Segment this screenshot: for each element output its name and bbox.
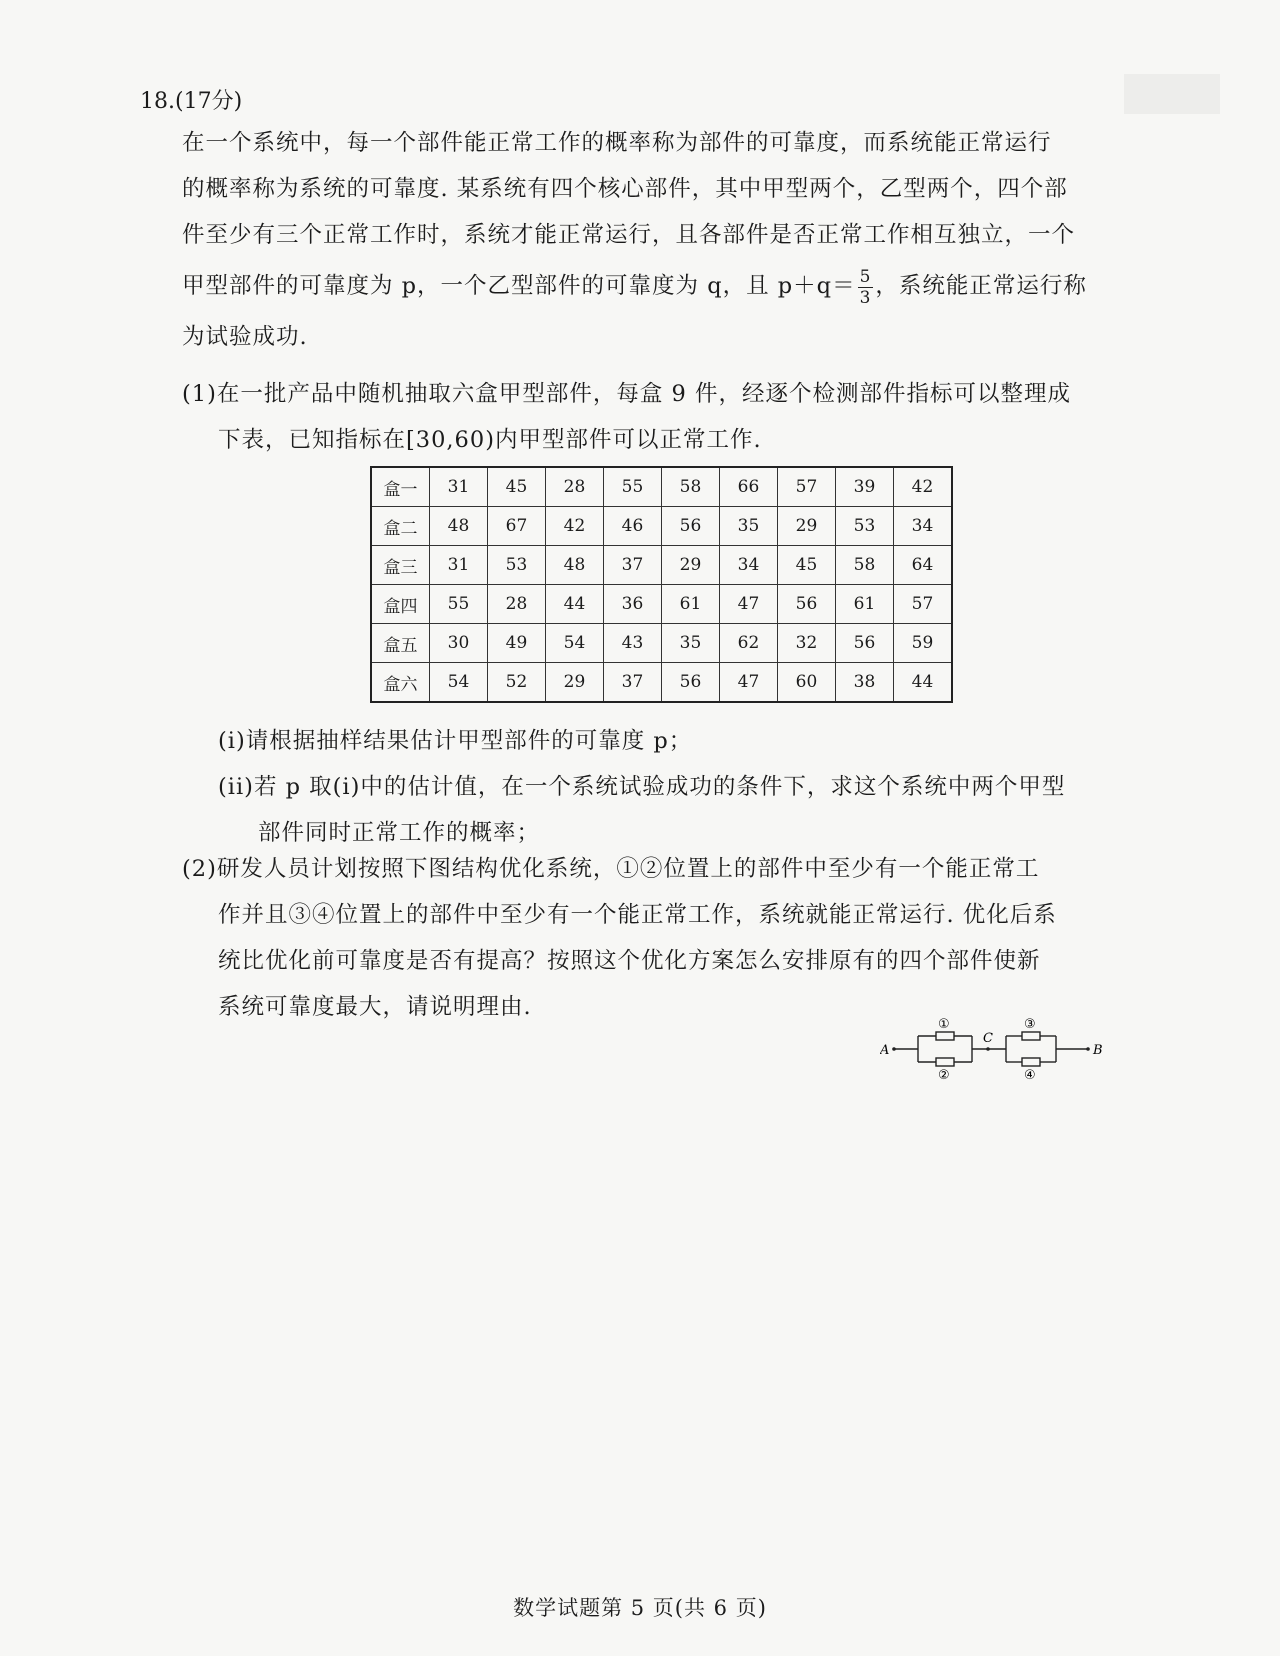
part1 [182, 371, 1122, 463]
table-cell: 59 [894, 624, 953, 663]
intro-line4-before: 甲型部件的可靠度为 p，一个乙型部件的可靠度为 q，且 p＋q＝ [182, 273, 856, 299]
part2-line: 统比优化前可靠度是否有提高？按照这个优化方案怎么安排原有的四个部件使新 [218, 948, 1041, 974]
pos4-label: ④ [1024, 1068, 1036, 1080]
table-cell: 46 [604, 507, 662, 546]
table-row [371, 624, 952, 663]
sample-table-wrap [370, 466, 953, 703]
table-cell: 55 [604, 467, 662, 507]
circuit-diagram [880, 1018, 1110, 1084]
table-cell: 28 [488, 585, 546, 624]
table-row [371, 507, 952, 546]
table-cell: 57 [894, 585, 953, 624]
table-cell: 64 [894, 546, 953, 585]
table-cell: 39 [836, 467, 894, 507]
table-cell: 49 [488, 624, 546, 663]
row-label: 盒三 [371, 546, 430, 585]
node-b-label: B [1093, 1043, 1103, 1058]
table-cell: 35 [720, 507, 778, 546]
intro-line: 在一个系统中，每一个部件能正常工作的概率称为部件的可靠度，而系统能正常运行 [182, 130, 1052, 156]
pos3-label: ③ [1024, 1018, 1036, 1032]
part1-line: (1)在一批产品中随机抽取六盒甲型部件，每盒 9 件，经逐个检测部件指标可以整理成 [182, 381, 1071, 407]
row-label: 盒二 [371, 507, 430, 546]
table-cell: 57 [778, 467, 836, 507]
page-footer: 数学试题第 5 页(共 6 页) [513, 1596, 767, 1620]
table-cell: 61 [836, 585, 894, 624]
table-cell: 56 [662, 507, 720, 546]
sub-ii-line: 部件同时正常工作的概率； [258, 820, 541, 846]
table-cell: 28 [546, 467, 604, 507]
problem-number: 18.(17分) [140, 89, 243, 114]
table-cell: 34 [720, 546, 778, 585]
sub-question-i: (i)请根据抽样结果估计甲型部件的可靠度 p； [218, 728, 693, 754]
table-cell: 44 [894, 663, 953, 703]
table-cell: 42 [894, 467, 953, 507]
table-cell: 58 [662, 467, 720, 507]
resistor-4 [1022, 1058, 1040, 1066]
node-c-label: C [983, 1031, 993, 1046]
intro-line-with-fraction [182, 258, 1122, 314]
table-cell: 52 [488, 663, 546, 703]
table-cell: 58 [836, 546, 894, 585]
sub-ii-line: (ii)若 p 取(i)中的估计值，在一个系统试验成功的条件下，求这个系统中两个甲型 [218, 774, 1066, 800]
table-cell: 61 [662, 585, 720, 624]
table-cell: 56 [836, 624, 894, 663]
intro-line: 件至少有三个正常工作时，系统才能正常运行，且各部件是否正常工作相互独立，一个 [182, 222, 1076, 248]
table-cell: 35 [662, 624, 720, 663]
row-label: 盒一 [371, 467, 430, 507]
pos1-label: ① [938, 1018, 950, 1032]
table-row [371, 467, 952, 507]
table-cell: 38 [836, 663, 894, 703]
table-cell: 54 [430, 663, 488, 703]
resistor-3 [1022, 1032, 1040, 1040]
table-cell: 47 [720, 663, 778, 703]
fraction-numerator: 5 [859, 266, 872, 287]
part1-line: 下表，已知指标在[30,60)内甲型部件可以正常工作. [218, 427, 762, 453]
intro-line4-after: ，系统能正常运行称 [875, 273, 1087, 299]
table-cell: 55 [430, 585, 488, 624]
sub-question-ii [218, 764, 1118, 856]
table-cell: 37 [604, 546, 662, 585]
table-cell: 31 [430, 546, 488, 585]
table-cell: 29 [662, 546, 720, 585]
part2 [182, 846, 1122, 1030]
table-cell: 66 [720, 467, 778, 507]
node-a-label: A [880, 1043, 890, 1058]
part2-line: (2)研发人员计划按照下图结构优化系统，①②位置上的部件中至少有一个能正常工 [182, 856, 1040, 882]
table-cell: 54 [546, 624, 604, 663]
intro-line: 的概率称为系统的可靠度. 某系统有四个核心部件，其中甲型两个，乙型两个，四个部 [182, 176, 1068, 202]
table-cell: 56 [778, 585, 836, 624]
table-cell: 48 [430, 507, 488, 546]
table-cell: 56 [662, 663, 720, 703]
part2-line: 系统可靠度最大，请说明理由. [218, 994, 532, 1020]
row-label: 盒六 [371, 663, 430, 703]
table-cell: 34 [894, 507, 953, 546]
table-cell: 30 [430, 624, 488, 663]
table-cell: 53 [488, 546, 546, 585]
table-cell: 31 [430, 467, 488, 507]
table-cell: 62 [720, 624, 778, 663]
table-cell: 29 [546, 663, 604, 703]
pos2-label: ② [938, 1068, 950, 1080]
fraction-denominator: 3 [859, 287, 872, 308]
scan-smudge [1124, 74, 1220, 114]
table-row [371, 546, 952, 585]
table-cell: 45 [488, 467, 546, 507]
part2-line: 作并且③④位置上的部件中至少有一个能正常工作，系统就能正常运行. 优化后系 [218, 902, 1057, 928]
table-cell: 47 [720, 585, 778, 624]
circuit-svg [880, 1018, 1110, 1080]
table-cell: 29 [778, 507, 836, 546]
table-cell: 45 [778, 546, 836, 585]
table-row [371, 585, 952, 624]
table-cell: 43 [604, 624, 662, 663]
row-label: 盒五 [371, 624, 430, 663]
table-cell: 60 [778, 663, 836, 703]
table-cell: 32 [778, 624, 836, 663]
table-cell: 48 [546, 546, 604, 585]
resistor-1 [936, 1032, 954, 1040]
sample-table [370, 466, 953, 703]
table-cell: 36 [604, 585, 662, 624]
intro-line: 为试验成功. [182, 324, 308, 350]
problem-intro [182, 120, 1122, 360]
table-cell: 44 [546, 585, 604, 624]
table-cell: 67 [488, 507, 546, 546]
resistor-2 [936, 1058, 954, 1066]
table-cell: 42 [546, 507, 604, 546]
row-label: 盒四 [371, 585, 430, 624]
table-row [371, 663, 952, 703]
table-cell: 53 [836, 507, 894, 546]
table-cell: 37 [604, 663, 662, 703]
fraction-five-thirds [858, 267, 874, 308]
